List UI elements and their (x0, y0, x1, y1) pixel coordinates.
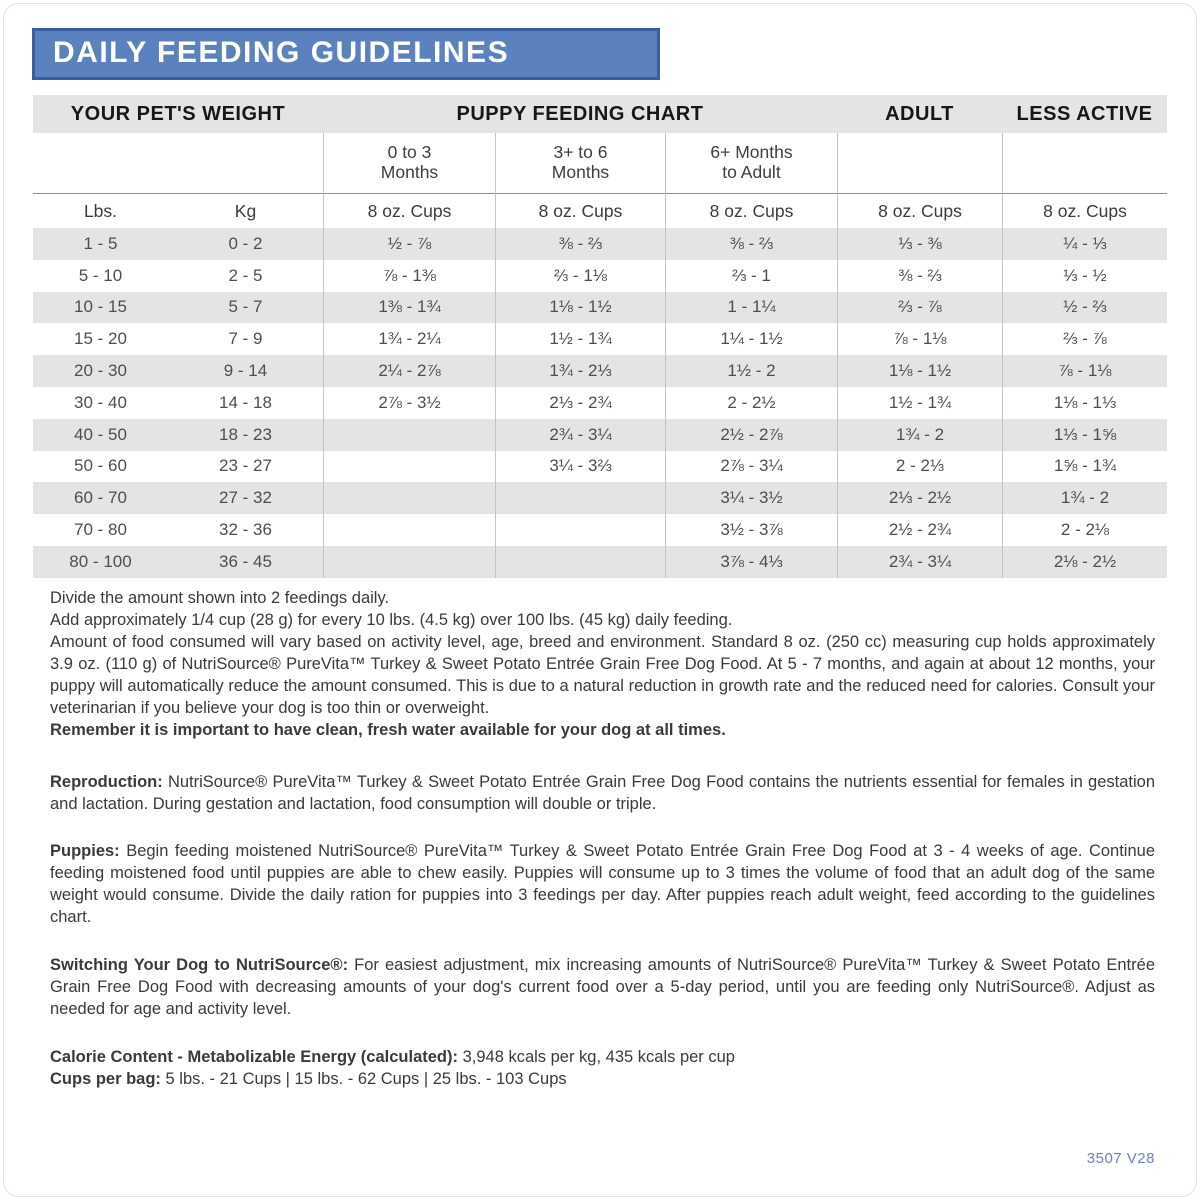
cell-adult: ⅞ - 1⅛ (837, 323, 1002, 355)
cell-kg: 2 - 5 (228, 265, 263, 285)
header-age-3-6: 3+ to 6 Months (495, 133, 665, 202)
cell-3-6-months (495, 546, 665, 578)
cell-kg: 36 - 45 (219, 551, 272, 571)
cell-lbs: 60 - 70 (74, 488, 127, 508)
table-row (33, 260, 1167, 292)
cell-less-active: 2 - 2⅛ (1002, 514, 1167, 546)
cell-lbs: 70 - 80 (74, 520, 127, 540)
calorie-content-line: Calorie Content - Metabolizable Energy (calculated): 3,948 kcals per kg, 435 kcals per cup (50, 1048, 735, 1066)
cell-3-6-months: 1¾ - 2⅓ (495, 355, 665, 387)
cell-less-active: ⅞ - 1⅛ (1002, 355, 1167, 387)
cell-6-months-adult: ⅔ - 1 (665, 260, 837, 292)
cell-adult: ⅔ - ⅞ (837, 292, 1002, 324)
cell-3-6-months (495, 482, 665, 514)
page-title: DAILY FEEDING GUIDELINES (32, 28, 660, 80)
cell-less-active: ¼ - ⅓ (1002, 228, 1167, 260)
header-less-active: LESS ACTIVE (1016, 102, 1153, 125)
cell-0-3-months (323, 514, 495, 546)
product-code: 3507 V28 (1086, 1150, 1155, 1167)
cell-3-6-months: 3¼ - 3⅔ (495, 451, 665, 483)
cell-3-6-months: ⅜ - ⅔ (495, 228, 665, 260)
cell-adult: 1⅛ - 1½ (837, 355, 1002, 387)
cell-lbs: 50 - 60 (74, 456, 127, 476)
cell-0-3-months (323, 419, 495, 451)
cell-0-3-months: 1⅜ - 1¾ (323, 292, 495, 324)
header-cups-less-active: 8 oz. Cups (1002, 194, 1167, 228)
cell-kg: 14 - 18 (219, 392, 272, 412)
section-reproduction-label: Reproduction: (50, 772, 163, 791)
section-switching-label: Switching Your Dog to NutriSource®: (50, 956, 349, 975)
calorie-content-label: Calorie Content - Metabolizable Energy (calculated): (50, 1048, 458, 1066)
cell-3-6-months: 1½ - 1¾ (495, 323, 665, 355)
header-age-6-adult: 6+ Months to Adult (665, 133, 837, 202)
cell-lbs: 1 - 5 (83, 233, 118, 253)
cell-adult: 2¾ - 3¼ (837, 546, 1002, 578)
cell-lbs: 30 - 40 (74, 392, 127, 412)
cell-less-active: ⅓ - ½ (1002, 260, 1167, 292)
table-row (33, 228, 1167, 260)
cell-lbs: 40 - 50 (74, 424, 127, 444)
cell-0-3-months: ⅞ - 1⅜ (323, 260, 495, 292)
cell-less-active: ⅔ - ⅞ (1002, 323, 1167, 355)
header-lbs: Lbs. (83, 200, 118, 221)
cell-6-months-adult: 3½ - 3⅞ (665, 514, 837, 546)
cell-kg: 27 - 32 (219, 488, 272, 508)
cell-adult: ⅓ - ⅜ (837, 228, 1002, 260)
table-group-header-row (33, 95, 1167, 133)
table-row (33, 482, 1167, 514)
header-cups-3-6: 8 oz. Cups (495, 194, 665, 228)
cell-6-months-adult: 2 - 2½ (665, 387, 837, 419)
cell-less-active: 1¾ - 2 (1002, 482, 1167, 514)
header-cups-0-3: 8 oz. Cups (323, 194, 495, 228)
cell-adult: ⅜ - ⅔ (837, 260, 1002, 292)
table-row (33, 514, 1167, 546)
cell-adult: 1½ - 1¾ (837, 387, 1002, 419)
header-adult: ADULT (885, 102, 954, 125)
cell-kg: 5 - 7 (228, 297, 263, 317)
header-cups-adult: 8 oz. Cups (837, 194, 1002, 228)
cell-lbs: 15 - 20 (74, 329, 127, 349)
note-fresh-water: Remember it is important to have clean, fresh water available for your dog at all times. (50, 720, 726, 739)
cell-kg: 0 - 2 (228, 233, 263, 253)
cell-6-months-adult: 1½ - 2 (665, 355, 837, 387)
cell-6-months-adult: ⅜ - ⅔ (665, 228, 837, 260)
section-switching: Switching Your Dog to NutriSource®: For easiest adjustment, mix increasing amounts of NutriSource® PureVita™ Turkey & Sweet Potato Entrée Grain Free Dog Food with decreasing amounts of your dog's current food over a 5-day period, until you are feeding only NutriSource®. Adjust as needed for age and activity level. (50, 956, 1155, 1019)
cell-lbs: 80 - 100 (69, 551, 132, 571)
cell-adult: 2½ - 2¾ (837, 514, 1002, 546)
cell-less-active: 1⅛ - 1⅓ (1002, 387, 1167, 419)
cell-0-3-months (323, 451, 495, 483)
cell-less-active: 2⅛ - 2½ (1002, 546, 1167, 578)
cell-6-months-adult: 3⅞ - 4⅓ (665, 546, 837, 578)
cell-lbs: 10 - 15 (74, 297, 127, 317)
cell-6-months-adult: 3¼ - 3½ (665, 482, 837, 514)
cell-less-active: ½ - ⅔ (1002, 292, 1167, 324)
cups-per-bag-line: Cups per bag: 5 lbs. - 21 Cups | 15 lbs. - 62 Cups | 25 lbs. - 103 Cups (50, 1069, 567, 1088)
header-kg: Kg (234, 200, 257, 221)
cell-kg: 23 - 27 (219, 456, 272, 476)
cell-less-active: 1⅓ - 1⅝ (1002, 419, 1167, 451)
header-cups-6-adult: 8 oz. Cups (665, 194, 837, 228)
cell-lbs: 5 - 10 (78, 265, 123, 285)
table-row (33, 546, 1167, 578)
table-row (33, 419, 1167, 451)
header-puppy-chart: PUPPY FEEDING CHART (456, 102, 704, 125)
cell-adult: 2 - 2⅓ (837, 451, 1002, 483)
table-age-header-row (33, 133, 1167, 193)
cell-0-3-months (323, 546, 495, 578)
section-puppies-label: Puppies: (50, 842, 120, 861)
cell-kg: 32 - 36 (219, 520, 272, 540)
cell-3-6-months (495, 514, 665, 546)
cell-0-3-months: 2¼ - 2⅞ (323, 355, 495, 387)
cell-6-months-adult: 1 - 1¼ (665, 292, 837, 324)
table-row (33, 292, 1167, 324)
note-feedings-daily: Divide the amount shown into 2 feedings daily. (50, 589, 390, 607)
cell-3-6-months: ⅔ - 1⅛ (495, 260, 665, 292)
cell-6-months-adult: 1¼ - 1½ (665, 323, 837, 355)
cell-lbs: 20 - 30 (74, 361, 127, 381)
note-amount-varies: Amount of food consumed will vary based on activity level, age, breed and environment. Standard 8 oz. (250 cc) measuring cup holds approximately 3.9 oz. (110 g) of NutriSource® PureVita™ Turkey & Sweet Potato Entrée Grain Free Dog Food. At 5 - 7 months, and again at about 12 months, your puppy will automatically reduce the amount consumed. This is due to a natural reduction in growth rate and the reduced need for calories. Consult your veterinarian if you believe your dog is too thin or overweight. (50, 632, 1155, 717)
header-age-0-3: 0 to 3 Months (323, 133, 495, 202)
cell-kg: 9 - 14 (223, 361, 268, 381)
cell-less-active: 1⅝ - 1¾ (1002, 451, 1167, 483)
cell-kg: 18 - 23 (219, 424, 272, 444)
table-row (33, 387, 1167, 419)
notes-and-sections (50, 588, 1155, 1091)
header-pet-weight: YOUR PET'S WEIGHT (70, 102, 286, 125)
cell-0-3-months (323, 482, 495, 514)
section-reproduction: Reproduction: NutriSource® PureVita™ Turkey & Sweet Potato Entrée Grain Free Dog Food contains the nutrients essential for females in gestation and lactation. During gestation and lactation, food consumption will double or triple. (50, 772, 1155, 813)
cell-3-6-months: 2⅓ - 2¾ (495, 387, 665, 419)
table-row (33, 323, 1167, 355)
note-add-quarter-cup: Add approximately 1/4 cup (28 g) for every 10 lbs. (4.5 kg) over 100 lbs. (45 kg) daily feeding. (50, 610, 733, 629)
cell-kg: 7 - 9 (228, 329, 263, 349)
cell-0-3-months: ½ - ⅞ (323, 228, 495, 260)
table-units-row (33, 193, 1167, 228)
table-row (33, 451, 1167, 483)
table-row (33, 355, 1167, 387)
cell-adult: 2⅓ - 2½ (837, 482, 1002, 514)
cell-0-3-months: 2⅞ - 3½ (323, 387, 495, 419)
cell-0-3-months: 1¾ - 2¼ (323, 323, 495, 355)
cell-6-months-adult: 2⅞ - 3¼ (665, 451, 837, 483)
cell-6-months-adult: 2½ - 2⅞ (665, 419, 837, 451)
cell-adult: 1¾ - 2 (837, 419, 1002, 451)
cups-per-bag-label: Cups per bag: (50, 1069, 161, 1088)
feeding-table (33, 95, 1167, 578)
cell-3-6-months: 1⅛ - 1½ (495, 292, 665, 324)
cell-3-6-months: 2¾ - 3¼ (495, 419, 665, 451)
section-puppies: Puppies: Begin feeding moistened NutriSource® PureVita™ Turkey & Sweet Potato Entrée Grain Free Dog Food at 3 - 4 weeks of age. Continue feeding moistened food until puppies are able to chew easily. Puppies will consume up to 3 times the volume of food that an adult dog of the same weight would consume. Divide the daily ration for puppies into 3 feedings per day. After puppies reach adult weight, feed according to the guidelines chart. (50, 842, 1155, 927)
